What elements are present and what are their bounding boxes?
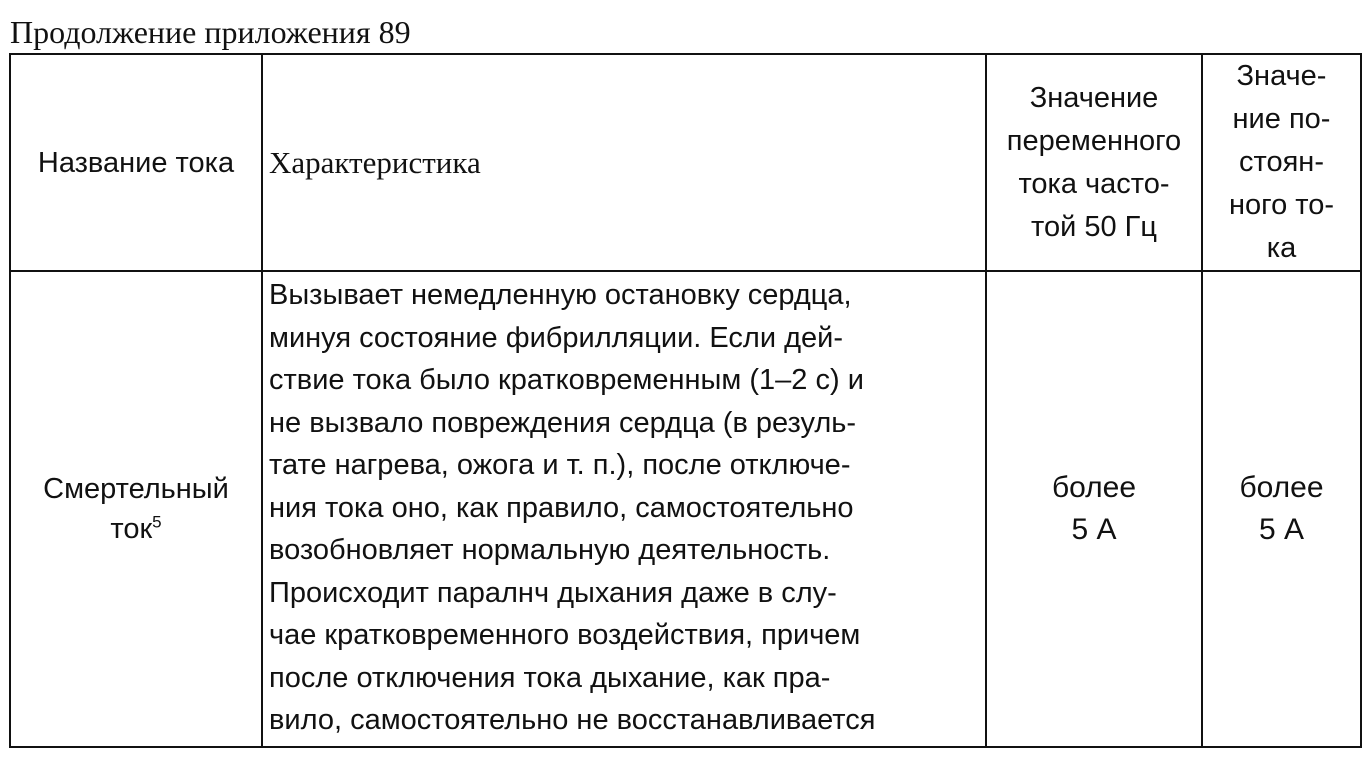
dc-value-line: 5 А <box>1258 513 1305 546</box>
characteristic-line: возобновляет нормальную деятельность. <box>269 534 831 566</box>
table-header-row <box>10 54 1361 271</box>
header-dc-line: стоян- <box>1239 146 1324 178</box>
current-name-line: ток <box>110 513 153 545</box>
characteristic-line: Происходит паралнч дыхания даже в слу- <box>269 576 837 609</box>
current-effects-table <box>9 53 1362 748</box>
header-dc-value <box>1202 54 1361 271</box>
header-current-name: Название тока <box>10 54 262 271</box>
dc-value-line: более <box>1239 471 1324 504</box>
header-dc-line: ние по- <box>1232 103 1331 135</box>
characteristic-line: тате нагрева, ожога и т. п.), после отключе- <box>269 449 851 481</box>
characteristic-line: Вызывает немедленную остановку сердца, <box>269 279 852 311</box>
cell-current-name <box>10 271 262 747</box>
characteristic-line: чае кратковременного воздействия, причем <box>269 619 861 651</box>
current-name-line: Смертельный <box>43 473 229 505</box>
characteristic-line: ния тока оно, как правило, самостоятельно <box>269 491 854 524</box>
header-dc-line: ного то- <box>1228 189 1334 221</box>
cell-ac-value <box>986 271 1202 747</box>
header-characteristic: Характеристика <box>262 54 986 271</box>
header-ac-line: Значение <box>1029 81 1159 114</box>
ac-value-line: более <box>1051 471 1137 504</box>
header-ac-value <box>986 54 1202 271</box>
cell-dc-value <box>1202 271 1361 747</box>
header-ac-line: переменного <box>1006 124 1182 157</box>
table-row <box>10 271 1361 747</box>
header-ac-line: той 50 Гц <box>1031 210 1157 243</box>
characteristic-line: вило, самостоятельно не восстанавливается <box>269 704 876 736</box>
characteristic-line: минуя состояние фибрилляции. Если дей- <box>269 321 843 354</box>
header-dc-line: Значе- <box>1236 60 1327 92</box>
characteristic-line: ствие тока было кратковременным (1–2 с) и <box>269 364 864 396</box>
cell-characteristic <box>262 271 986 747</box>
footnote-marker: 5 <box>152 512 162 532</box>
header-ac-line: тока часто- <box>1018 167 1170 200</box>
page-caption: Продолжение приложения 89 <box>10 14 411 50</box>
header-dc-line: ка <box>1266 232 1297 264</box>
characteristic-line: после отключения тока дыхание, как пра- <box>269 661 831 694</box>
characteristic-line: не вызвало повреждения сердца (в резуль- <box>269 406 857 439</box>
ac-value-line: 5 А <box>1071 513 1117 546</box>
